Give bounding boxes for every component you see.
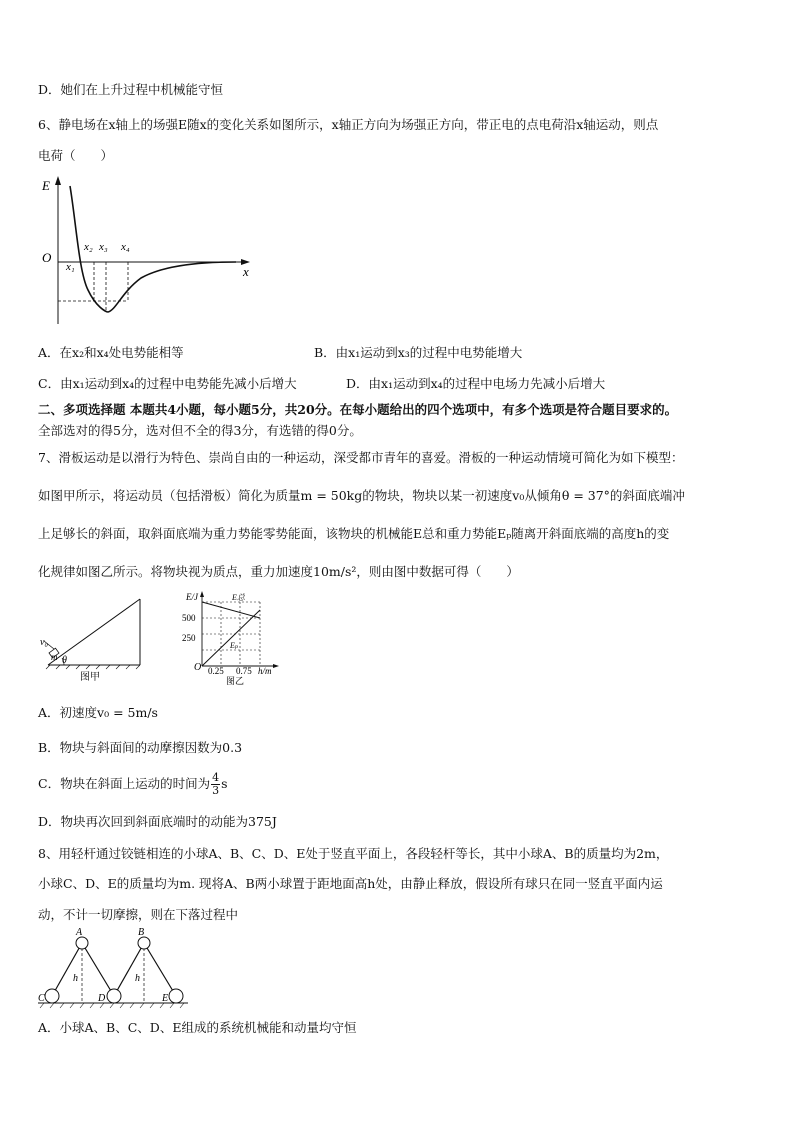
q7-option-b: B．物块与斜面间的动摩擦因数为0.3 — [38, 740, 243, 755]
section2-line1: 二、多项选择题 本题共4小题，每小题5分，共20分。在每小题给出的四个选项中，有多个选项是符合题目要求的。 — [38, 402, 678, 417]
q7-incline-figure — [40, 595, 150, 687]
q7-stem-line2: 如图甲所示，将运动员（包括滑板）简化为质量m = 50kg的物块，物块以某一初速度v₀从倾角θ = 37°的斜面底端冲 — [38, 488, 685, 503]
x1-label: x₁ — [66, 261, 75, 273]
q8-stem-line3: 动，不计一切摩擦，则在下落过程中 — [38, 907, 239, 922]
origin-label: O — [42, 250, 52, 265]
ball-e-label: E — [162, 993, 169, 1004]
theta-label: θ — [62, 655, 67, 666]
q6-stem-line2: 电荷（ ） — [38, 148, 114, 163]
q7-stem-line1: 7、滑板运动是以滑行为特色、崇尚自由的一种运动，深受都市青年的喜爱。滑板的一种运动情境可简化为如下模型： — [38, 450, 684, 465]
q8-stem-line2: 小球C、D、E的质量均为m. 现将A、B两小球置于距地面高h处，由静止释放，假设所有球只在同一竖直平面内运 — [38, 876, 663, 891]
q6-option-a: A．在x₂和x₄处电势能相等 — [38, 345, 184, 360]
q7-stem-line3: 上足够长的斜面，取斜面底端为重力势能零势能面，该物块的机械能E总和重力势能Eₚ随离开斜面底端的高度h的变 — [38, 526, 670, 541]
v0-label: v₀ — [40, 637, 48, 648]
prev-option-d: D．她们在上升过程中机械能守恒 — [38, 82, 224, 97]
q8-stem-line1: 8、用轻杆通过铰链相连的小球A、B、C、D、E处于竖直平面上，各段轻杆等长，其中小球A、B的质量均为2m， — [38, 846, 669, 861]
q6-option-b: B．由x₁运动到x₃的过程中电势能增大 — [314, 345, 523, 360]
q7-option-c: C．物块在斜面上运动的时间为 $\frac{4}{3}$ s — [38, 771, 228, 797]
q7-stem-line4: 化规律如图乙所示。将物块视为质点，重力加速度10m/s²，则由图中数据可得（ ） — [38, 564, 519, 579]
ball-c-label: C — [38, 993, 45, 1004]
q6-e-x-graph — [36, 172, 256, 332]
ball-a-label: A — [76, 927, 83, 938]
fig-yi-caption: 图乙 — [225, 676, 245, 686]
y-tick-500: 500 — [182, 613, 196, 623]
mass-label: m — [51, 652, 58, 662]
fraction-numerator: 4 — [212, 771, 220, 784]
q6-stem-line1: 6、静电场在x轴上的场强E随x的变化关系如图所示，x轴正方向为场强正方向，带正电的点电荷沿x轴运动，则点 — [38, 117, 659, 132]
e-axis-label: E/J — [186, 592, 198, 602]
y-tick-250: 250 — [182, 633, 196, 643]
q7-option-d: D．物块再次回到斜面底端时的动能为375J — [38, 814, 277, 829]
x3-label: x₃ — [99, 241, 108, 253]
x-tick-075: 0.75 — [236, 666, 252, 676]
q6-option-d: D．由x₁运动到x₄的过程中电场力先减小后增大 — [346, 376, 606, 391]
fraction-denominator: 3 — [212, 784, 220, 797]
axis-x-label: x — [243, 264, 249, 279]
height-a-label: h — [73, 973, 78, 984]
h-axis-label: h/m — [258, 666, 272, 676]
e-total-label: E总 — [232, 593, 245, 602]
fig-jia-caption: 图甲 — [80, 672, 100, 683]
height-b-label: h — [135, 973, 140, 984]
q8-linkage-figure — [36, 925, 196, 1013]
x4-label: x₄ — [121, 241, 130, 253]
ball-b-label: B — [138, 927, 145, 938]
q7-option-a: A．初速度v₀ = 5m/s — [38, 705, 158, 720]
ep-label: Eₚ — [230, 641, 239, 650]
x2-label: x₂ — [84, 241, 93, 253]
q7-energy-graph — [180, 590, 290, 688]
x-tick-025: 0.25 — [208, 666, 224, 676]
ball-d-label: D — [98, 993, 106, 1004]
origin-o: O — [194, 662, 202, 673]
axis-e-label: E — [42, 178, 50, 193]
q8-option-a: A．小球A、B、C、D、E组成的系统机械能和动量均守恒 — [38, 1020, 357, 1035]
q6-option-c: C．由x₁运动到x₄的过程中电势能先减小后增大 — [38, 376, 297, 391]
section2-line2: 全部选对的得5分，选对但不全的得3分，有选错的得0分。 — [38, 423, 362, 438]
